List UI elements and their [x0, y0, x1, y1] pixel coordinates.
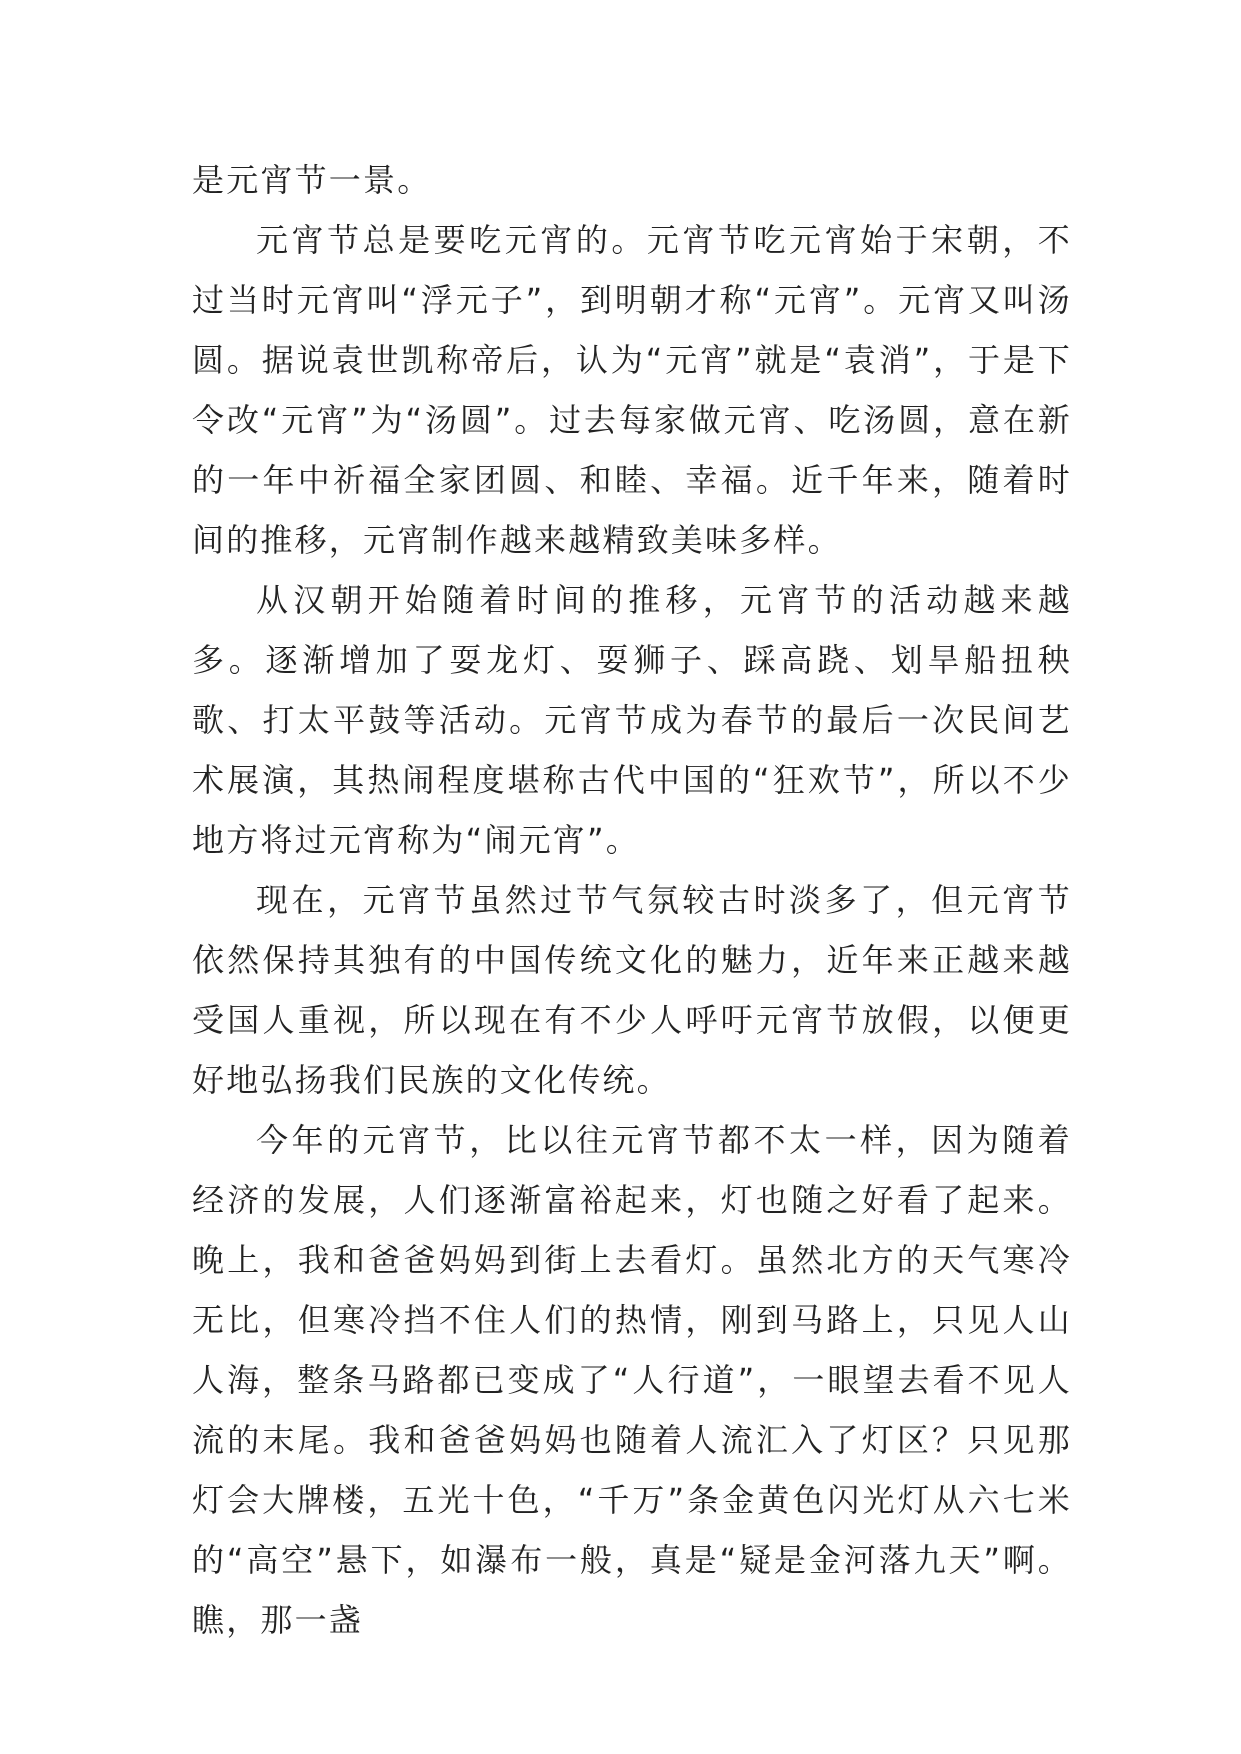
paragraph-this-year-lanterns: 今年的元宵节，比以往元宵节都不太一样，因为随着经济的发展，人们逐渐富裕起来，灯也随之好看了起来。晚上，我和爸爸妈妈到街上去看灯。虽然北方的天气寒冷无比，但寒冷挡不住人们的热情，刚到马路上，只见人山人海，整条马路都已变成了“人行道”，一眼望去看不见人流的末尾。我和爸爸妈妈也随着人流汇入了灯区？只见那灯会大牌楼，五光十色，“千万”条金黄色闪光灯从六七米的“高空”悬下，如瀑布一般，真是“疑是金河落九天”啊。瞧，那一盏 [192, 1121, 1072, 1639]
document-body [192, 150, 1072, 1650]
paragraph-modern-festival: 现在，元宵节虽然过节气氛较古时淡多了，但元宵节依然保持其独有的中国传统文化的魅力，近年来正越来越受国人重视，所以现在有不少人呼吁元宵节放假，以便更好地弘扬我们民族的文化传统。 [192, 881, 1072, 1099]
paragraph-continuation: 是元宵节一景。 [192, 161, 432, 199]
paragraph-yuanxiao-food: 元宵节总是要吃元宵的。元宵节吃元宵始于宋朝，不过当时元宵叫“浮元子”，到明朝才称“元宵”。元宵又叫汤圆。据说袁世凯称帝后，认为“元宵”就是“袁消”，于是下令改“元宵”为“汤圆”。过去每家做元宵、吃汤圆，意在新的一年中祈福全家团圆、和睦、幸福。近千年来，随着时间的推移，元宵制作越来越精致美味多样。 [192, 221, 1072, 559]
paragraph-festival-activities: 从汉朝开始随着时间的推移，元宵节的活动越来越多。逐渐增加了耍龙灯、耍狮子、踩高跷、划旱船扭秧歌、打太平鼓等活动。元宵节成为春节的最后一次民间艺术展演，其热闹程度堪称古代中国的“狂欢节”，所以不少地方将过元宵称为“闹元宵”。 [192, 581, 1072, 859]
